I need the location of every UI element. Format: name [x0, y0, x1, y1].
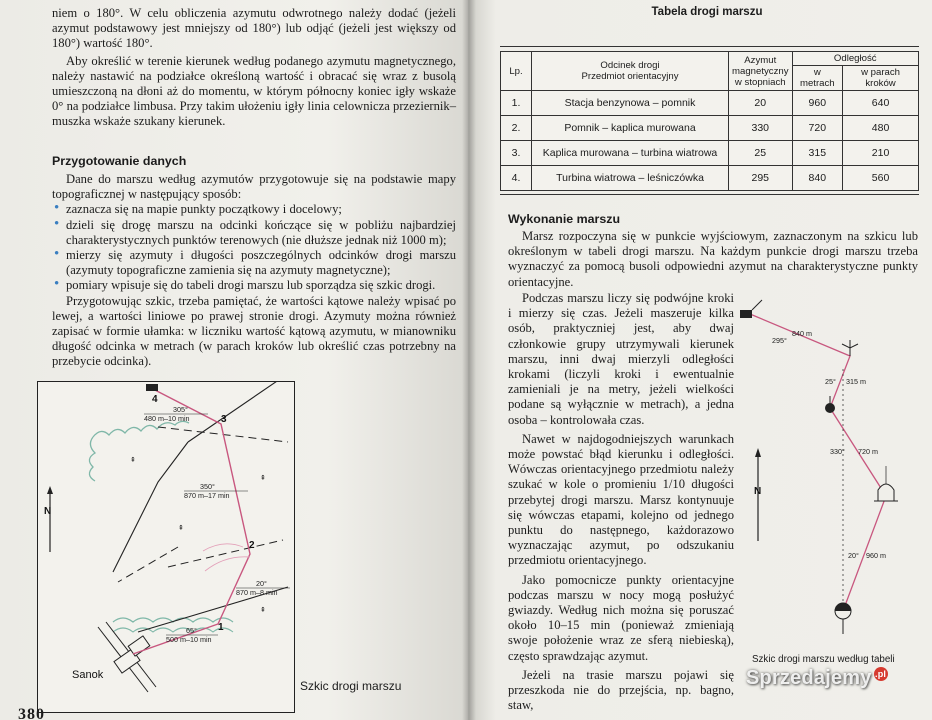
header-azimuth: Azymut magnetyczny w stopniach	[729, 52, 793, 91]
table-row	[501, 166, 919, 191]
point-label: 2	[249, 540, 255, 551]
watermark-badge: .pl	[875, 669, 887, 679]
watermark-text: Sprzedajemy	[746, 667, 872, 689]
preparation-list	[52, 202, 456, 293]
cell-meters: 720	[792, 116, 843, 141]
table-top-rule	[500, 46, 919, 47]
lodge-flag	[752, 300, 762, 310]
turbine-blades	[842, 340, 858, 348]
cell-lp: 1.	[501, 91, 532, 116]
segment-angle: 305°	[173, 405, 188, 414]
segment-distance: 870 m–17 min	[184, 491, 230, 500]
table-row	[501, 141, 919, 166]
point-label: 4	[152, 394, 158, 405]
cell-desc: Turbina wiatrowa – leśniczówka	[532, 166, 729, 191]
lodge-icon	[740, 310, 752, 318]
route-map	[37, 381, 295, 713]
segment-angle: 20°	[256, 579, 267, 588]
header-segment	[532, 52, 729, 91]
segment-distance: 480 m–10 min	[144, 414, 190, 423]
north-arrow-head	[47, 486, 53, 494]
segment-angle: 330°	[830, 447, 845, 456]
list-item: • mierzy się azymuty i długości poszczególnych odcinków drogi marszu (azymuty topograficzne zamienia się na azymuty magnetyczne);	[52, 248, 456, 278]
book-gutter	[462, 0, 476, 720]
tree-icon: ⇞	[260, 605, 267, 614]
right-paragraph-4: Jako pomocnicze punkty orientacyjne podczas marszu w nocy mogą posłużyć gwiazdy. Według nich można się poruszać około 10–15 min (ponieważ zmieniają swoje położenie wraz ze sferą niebieską), często sprawdzając azymut.	[508, 572, 734, 663]
point-label: 1	[218, 622, 224, 633]
page-number: 380	[18, 706, 45, 720]
cell-azimuth: 25	[729, 141, 793, 166]
north-label: N	[44, 506, 52, 517]
header-steps: w parach kroków	[843, 66, 919, 91]
segment-distance: 720 m	[858, 447, 878, 456]
right-paragraph-2: Podczas marszu liczy się podwójne kroki i mierzy się czas. Jeżeli maszeruje kilka osób, praktyczniej jest, aby dwaj członkowie grupy utrzymywali kierunek marszu, inni dwaj mierzyli odległości krokami (liczyli kroki i ewentualnie zamieniali je na metry, jeżeli wielkości podane są wyłącznie w metrach), a jedna osoba – kontrolowała czas.	[508, 291, 734, 427]
segment-distance: 870 m–8 min	[236, 588, 278, 597]
cell-meters: 960	[792, 91, 843, 116]
table-row	[501, 91, 919, 116]
forest-edge	[89, 437, 95, 481]
heading-przygotowanie: Przygotowanie danych	[52, 154, 187, 168]
segment-angle: 25°	[825, 377, 836, 386]
point-4-marker	[146, 384, 158, 391]
right-paragraph-1: Marsz rozpoczyna się w punkcie wyjściowym, zaznaczonym na szkicu lub określonym w tabeli drogi marszu. Na każdym punkcie drogi marszu trzeba wyznaczyć za pomocą busoli odpowiedni azymut na charakterystyczne punkty orientacyjne.	[508, 229, 918, 289]
cell-desc: Kaplica murowana – turbina wiatrowa	[532, 141, 729, 166]
cell-azimuth: 330	[729, 116, 793, 141]
river-line	[113, 628, 233, 632]
cell-steps: 560	[843, 166, 919, 191]
left-text-top	[52, 6, 456, 130]
right-paragraph-block-2	[508, 291, 734, 713]
tree-icon: ⇞	[130, 455, 137, 464]
cell-steps: 640	[843, 91, 919, 116]
segment-distance: 960 m	[866, 551, 886, 560]
north-label: N	[754, 486, 762, 497]
right-paragraph-5: Jeżeli na trasie marszu pojawi się przeszkoda nie do przejścia, np. bagno, staw,	[508, 667, 734, 713]
route-line	[750, 314, 886, 611]
table-route-sketch	[738, 296, 928, 656]
sketch-caption: Szkic drogi marszu według tabeli	[752, 654, 895, 665]
cell-meters: 840	[792, 166, 843, 191]
route-curve	[203, 544, 243, 551]
header-segment-label: Odcinek drogi	[600, 60, 660, 71]
left-text-middle	[52, 172, 456, 370]
map-caption: Szkic drogi marszu	[300, 679, 402, 693]
cell-lp: 2.	[501, 116, 532, 141]
route-map-svg	[38, 382, 294, 712]
cell-azimuth: 20	[729, 91, 793, 116]
left-paragraph-3: Dane do marszu według azymutów przygotowuje się na podstawie mapy topograficznej w następujący sposób:	[52, 172, 456, 202]
list-item: • zaznacza się na mapie punkty początkowy i docelowy;	[52, 202, 456, 217]
header-distance: Odległość	[792, 52, 918, 66]
dashed-road	[118, 547, 178, 582]
list-item: • pomiary wpisuje się do tabeli drogi marszu lub sporządza się szkic drogi.	[52, 278, 456, 293]
left-paragraph-2: Aby określić w terenie kierunek według podanego azymutu magnetycznego, należy nastawić na podziałce określoną wartość i obracać się wraz z busolą umieszczoną na dłoni aż do momentu, w którym północny koniec igły wskaże 0° na podziałce limbusa. Przy takim ułożeniu igły linia celowniczа przeziernik–muszka wskaże szukany kierunek.	[52, 53, 456, 129]
segment-angle: 350°	[200, 482, 215, 491]
list-item: • dzieli się drogę marszu na odcinki kończące się w pobliżu najbardziej charakterystycznych punktów terenowych (nie dłuższe jednak niż 1000 m);	[52, 218, 456, 248]
route-table	[500, 51, 919, 191]
watermark-logo	[746, 667, 888, 690]
segment-distance: 500 m–10 min	[166, 635, 212, 644]
segment-distance: 315 m	[846, 377, 866, 386]
cell-desc: Pomnik – kaplica murowana	[532, 116, 729, 141]
heading-wykonanie: Wykonanie marszu	[508, 212, 621, 226]
cell-azimuth: 295	[729, 166, 793, 191]
segment-angle: 295°	[772, 336, 787, 345]
cell-desc: Stacja benzynowa – pomnik	[532, 91, 729, 116]
segment-angle: 65°	[186, 626, 197, 635]
north-arrow-head	[755, 448, 761, 457]
road-line	[113, 442, 188, 572]
header-meters: w metrach	[792, 66, 843, 91]
monument-icon	[878, 484, 894, 501]
header-segment-sub: Przedmiot orientacyjny	[581, 71, 679, 82]
tree-icon: ⇞	[260, 473, 267, 482]
tree-icon: ⇞	[178, 523, 185, 532]
cell-meters: 315	[792, 141, 843, 166]
header-lp: Lp.	[501, 52, 532, 91]
cell-steps: 480	[843, 116, 919, 141]
road-line	[188, 382, 283, 442]
cell-lp: 4.	[501, 166, 532, 191]
town-label: Sanok	[72, 669, 104, 681]
cell-lp: 3.	[501, 141, 532, 166]
left-paragraph-4: Przygotowując szkic, trzeba pamiętać, że wartości kątowe należy wpisać po lewej, a wartości liniowe po prawej stronie drogi. Azymuty można również zapisać w formie ułamka: w liczniku wartość kątową azymutu, w mianowniku długość odcinka w metrach (w parach kroków lub określić czas potrzebny na przebycie odcinka).	[52, 293, 456, 369]
cell-steps: 210	[843, 141, 919, 166]
left-paragraph-1: niem o 180°. W celu obliczenia azymutu odwrotnego należy dodać (jeżeli azymut podstawowy jest mniejszy od 180°) lub odjąć (jeżeli jest większy od 180°) wartość 180°.	[52, 6, 456, 51]
chapel-icon	[825, 403, 835, 413]
table-title: Tabela drogi marszu	[651, 6, 763, 18]
right-paragraph-block-1	[508, 229, 918, 290]
right-paragraph-3: Nawet w najdogodniejszych warunkach może powstać błąd kierunku i odległości. Wówczas orientacyjnego przedmiotu należy szukać w kole o promieniu 1/10 długości przebytej drogi marszu. Marsz kontynuuje się wówczas etapami, kolejno od jednego punktu do następnego, każdorazowo wyznaczając azymut, po odszukaniu przedmiotu orientacyjnego.	[508, 431, 734, 568]
fuel-station-icon-fill	[835, 603, 851, 611]
route-line	[133, 388, 250, 654]
segment-distance: 840 m	[792, 329, 812, 338]
segment-angle: 20°	[848, 551, 859, 560]
table-row	[501, 116, 919, 141]
point-label: 3	[221, 414, 227, 425]
table-bottom-rule	[500, 194, 919, 195]
